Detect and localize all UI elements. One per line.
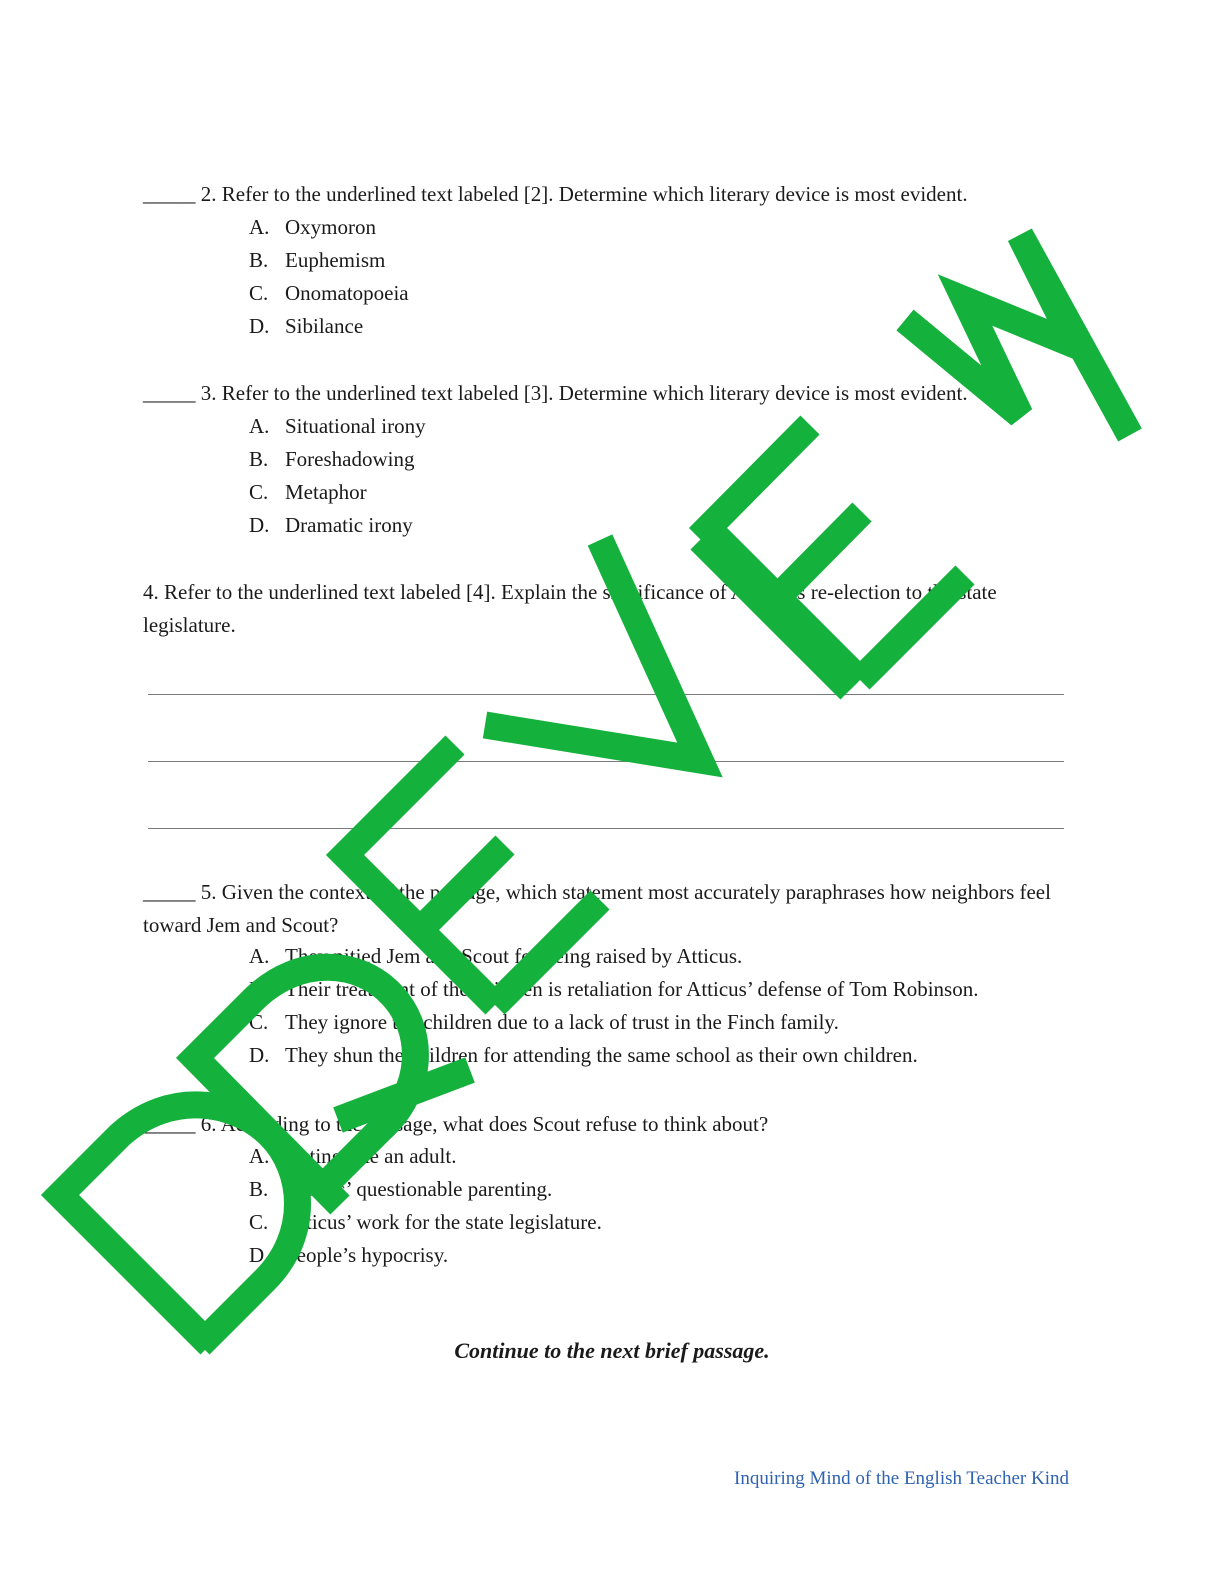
question-text: 5. Given the context of the passage, which statement most accurately paraphrases how neighbors feel toward Jem and Scout?	[143, 880, 1051, 937]
continue-instruction: Continue to the next brief passage.	[454, 1338, 770, 1363]
question-text: 6. According to the passage, what does Scout refuse to think about?	[200, 1112, 769, 1136]
option-text: Metaphor	[285, 480, 367, 504]
option-letter: A.	[249, 944, 270, 968]
option-text: Dramatic irony	[285, 513, 413, 537]
answer-line[interactable]	[148, 761, 1064, 762]
question-text: 2. Refer to the underlined text labeled [2]. Determine which literary device is most evident.	[200, 182, 968, 206]
option	[249, 310, 409, 343]
option-letter: A.	[249, 414, 270, 438]
option-text: Acting like an adult.	[285, 1144, 457, 1168]
option-text: Oxymoron	[285, 215, 376, 239]
option	[249, 277, 409, 310]
option-letter: A.	[249, 215, 270, 239]
option	[249, 476, 426, 509]
option	[249, 211, 409, 244]
answer-blank: _____	[143, 381, 196, 405]
option	[249, 1239, 602, 1272]
answer-line[interactable]	[148, 828, 1064, 829]
footer-brand: Inquiring Mind of the English Teacher Kind	[734, 1468, 1069, 1489]
option-text: Their treatment of the children is retaliation for Atticus’ defense of Tom Robinson.	[285, 977, 979, 1001]
answer-line[interactable]	[148, 694, 1064, 695]
option	[249, 509, 426, 542]
option	[249, 410, 426, 443]
option-letter: D.	[249, 513, 270, 537]
option	[249, 973, 978, 1006]
question-2-stem	[143, 178, 1073, 211]
option-letter: C.	[249, 480, 269, 504]
answer-blank: _____	[143, 1112, 196, 1136]
option-text: Atticus’ questionable parenting.	[285, 1177, 553, 1201]
question-3-options	[249, 410, 426, 542]
question-6-options	[249, 1140, 602, 1272]
option	[249, 1173, 602, 1206]
option-text: Sibilance	[285, 314, 364, 338]
option-letter: C.	[249, 281, 269, 305]
option-letter: C.	[249, 1210, 269, 1234]
option-letter: D.	[249, 314, 270, 338]
option	[249, 940, 978, 973]
question-6-stem	[143, 1108, 1073, 1141]
option-text: Onomatopoeia	[285, 281, 409, 305]
answer-blank: _____	[143, 880, 196, 904]
answer-blank: _____	[143, 182, 196, 206]
option	[249, 1006, 978, 1039]
option-text: People’s hypocrisy.	[285, 1243, 449, 1267]
option-text: Situational irony	[285, 414, 426, 438]
option-text: Euphemism	[285, 248, 386, 272]
option-text: They shun the children for attending the same school as their own children.	[285, 1043, 918, 1067]
option-letter: B.	[249, 248, 269, 272]
option-text: They pitied Jem and Scout for being raised by Atticus.	[285, 944, 743, 968]
option-text: Foreshadowing	[285, 447, 415, 471]
option-letter: D.	[249, 1243, 270, 1267]
option-letter: C.	[249, 1010, 269, 1034]
question-text: 3. Refer to the underlined text labeled [3]. Determine which literary device is most evident.	[200, 381, 968, 405]
option-letter: D.	[249, 1043, 270, 1067]
option-text: They ignore the children due to a lack of trust in the Finch family.	[285, 1010, 839, 1034]
option	[249, 1039, 978, 1072]
option	[249, 244, 409, 277]
option-letter: B.	[249, 447, 269, 471]
option	[249, 1140, 602, 1173]
question-4-stem	[143, 576, 1073, 642]
option-text: Atticus’ work for the state legislature.	[285, 1210, 602, 1234]
watermark-letter-v	[485, 540, 700, 760]
question-5-stem	[143, 876, 1073, 942]
option	[249, 1206, 602, 1239]
option	[249, 443, 426, 476]
question-2-options	[249, 211, 409, 343]
option-letter: B.	[249, 1177, 269, 1201]
question-5-options	[249, 940, 978, 1072]
question-text: 4. Refer to the underlined text labeled [4]. Explain the significance of Atticus’s re-election to the state legislature.	[143, 580, 997, 637]
question-3-stem	[143, 377, 1073, 410]
option-letter: B.	[249, 977, 269, 1001]
option-letter: A.	[249, 1144, 270, 1168]
